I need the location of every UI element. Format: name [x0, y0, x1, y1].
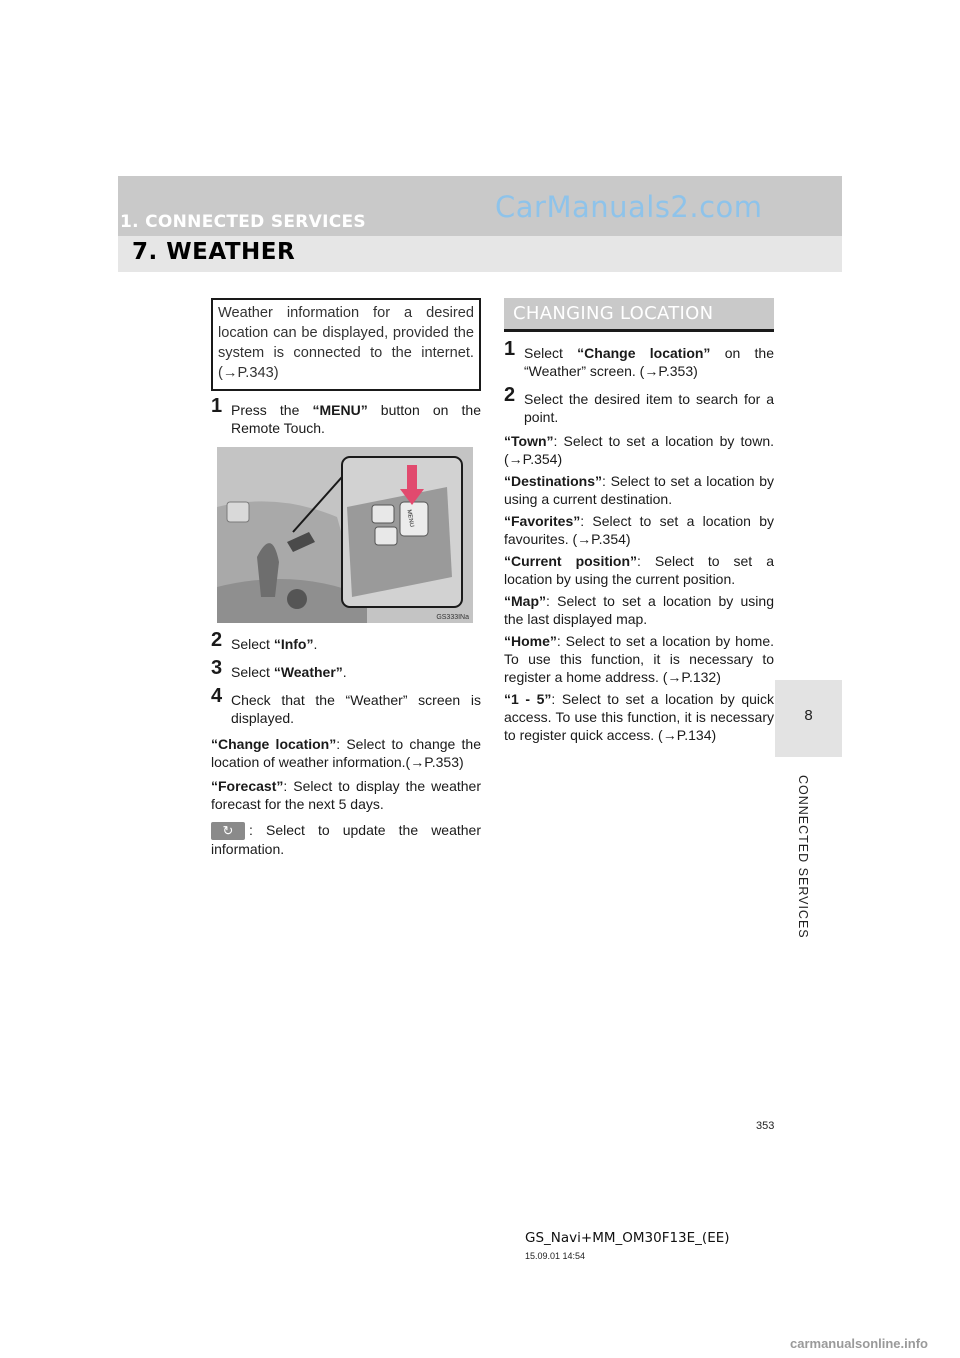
step-text: .: [313, 636, 318, 652]
chapter-tab: [775, 680, 842, 757]
def-keyword: “Town”: [504, 433, 554, 449]
def-text: : Select to set a location by home. To use this function, it is necessary to register a home address. (→P.132): [504, 633, 774, 685]
def-current-position: [504, 552, 774, 588]
step-text: Select: [231, 636, 274, 652]
footer-doc-id: GS_Navi+MM_OM30F13E_(EE): [525, 1230, 730, 1246]
def-text: : Select to set a location by using the last displayed map.: [504, 593, 774, 627]
def-text: : Select to set a location by town. (→P.354): [504, 433, 774, 467]
def-change-location: [211, 735, 481, 771]
def-text: : Select to set a location by quick access. To use this function, it is necessary to register quick access. (→P.134): [504, 691, 775, 743]
right-column: [504, 298, 774, 744]
step-keyword: “Change location”: [577, 345, 711, 361]
menu-button-label: MENU: [405, 509, 415, 528]
step-number: 3: [211, 657, 223, 679]
def-town: [504, 432, 774, 468]
left-column: [211, 298, 481, 858]
step-keyword: “MENU”: [312, 402, 368, 418]
section-header-changing-location: CHANGING LOCATION: [504, 298, 774, 332]
watermark-bottom[interactable]: carmanualsonline.info: [790, 1336, 928, 1351]
title-band: [118, 236, 842, 272]
step-1: [211, 395, 481, 437]
refresh-glyph: ↻: [222, 823, 234, 839]
def-keyword: “Destinations”: [504, 473, 603, 489]
def-keyword: “Favorites”: [504, 513, 581, 529]
step-number: 4: [211, 685, 223, 707]
step-3: [211, 657, 481, 681]
def-text: : Select to set a location by favourites. (→P.354): [504, 513, 774, 547]
step-number: 2: [211, 629, 223, 651]
refresh-icon: [211, 822, 245, 840]
step-2: [211, 629, 481, 653]
def-keyword: “Forecast”: [211, 778, 284, 794]
def-text: : Select to display the weather forecast for the next 5 days.: [211, 778, 481, 812]
page-number: 353: [756, 1120, 775, 1132]
section-label: 1. CONNECTED SERVICES: [120, 212, 366, 232]
step-text: Select: [524, 345, 578, 361]
def-text: : Select to set a location by using the current position.: [504, 553, 774, 587]
watermark-top[interactable]: CarManuals2.com: [495, 190, 763, 224]
step-text: .: [342, 664, 347, 680]
def-home: [504, 632, 774, 686]
def-favorites: [504, 512, 774, 548]
def-text: : Select to update the weather information.: [211, 822, 481, 858]
step-4: [211, 685, 481, 727]
remote-touch-photo: [217, 447, 473, 623]
remote-touch-illustration: [217, 447, 473, 623]
def-quick-access: [504, 690, 774, 744]
def-refresh: [211, 821, 481, 858]
def-keyword: “Map”: [504, 593, 546, 609]
step-text: Check that the “Weather” screen is displayed.: [231, 692, 481, 726]
step-text: Select: [231, 664, 274, 680]
step-keyword: “Weather”: [273, 664, 343, 680]
step-number: 1: [504, 338, 516, 360]
photo-code: GS333INa: [436, 614, 469, 621]
right-step-2: [504, 384, 774, 426]
def-destinations: [504, 472, 774, 508]
chapter-label-text: CONNECTED SERVICES: [796, 775, 810, 939]
def-text: : Select to set a location by using a current destination.: [504, 473, 774, 507]
def-map: [504, 592, 774, 628]
right-step-1: [504, 338, 774, 380]
def-text: : Select to change the location of weather information.(→P.353): [211, 736, 481, 770]
def-keyword: “Change location”: [211, 736, 337, 752]
step-text: on the “Weather” screen. (→P.353): [524, 345, 774, 379]
def-keyword: “Current position”: [504, 553, 638, 569]
step-text: Press the: [231, 402, 313, 418]
step-number: 1: [211, 395, 223, 417]
page-title: 7. WEATHER: [132, 239, 296, 265]
def-keyword: “1 - 5”: [504, 691, 552, 707]
chapter-vertical-label: [790, 775, 810, 939]
def-keyword: “Home”: [504, 633, 557, 649]
def-forecast: [211, 777, 481, 813]
chapter-number: 8: [804, 707, 813, 724]
step-keyword: “Info”: [273, 636, 314, 652]
intro-box: Weather information for a desired location can be displayed, provided the system is connected to the internet. (→P.343): [211, 298, 481, 391]
footer-date: 15.09.01 14:54: [525, 1251, 586, 1261]
step-text: button on the Remote Touch.: [231, 402, 481, 436]
step-number: 2: [504, 384, 516, 406]
step-text: Select the desired item to search for a point.: [524, 391, 774, 425]
